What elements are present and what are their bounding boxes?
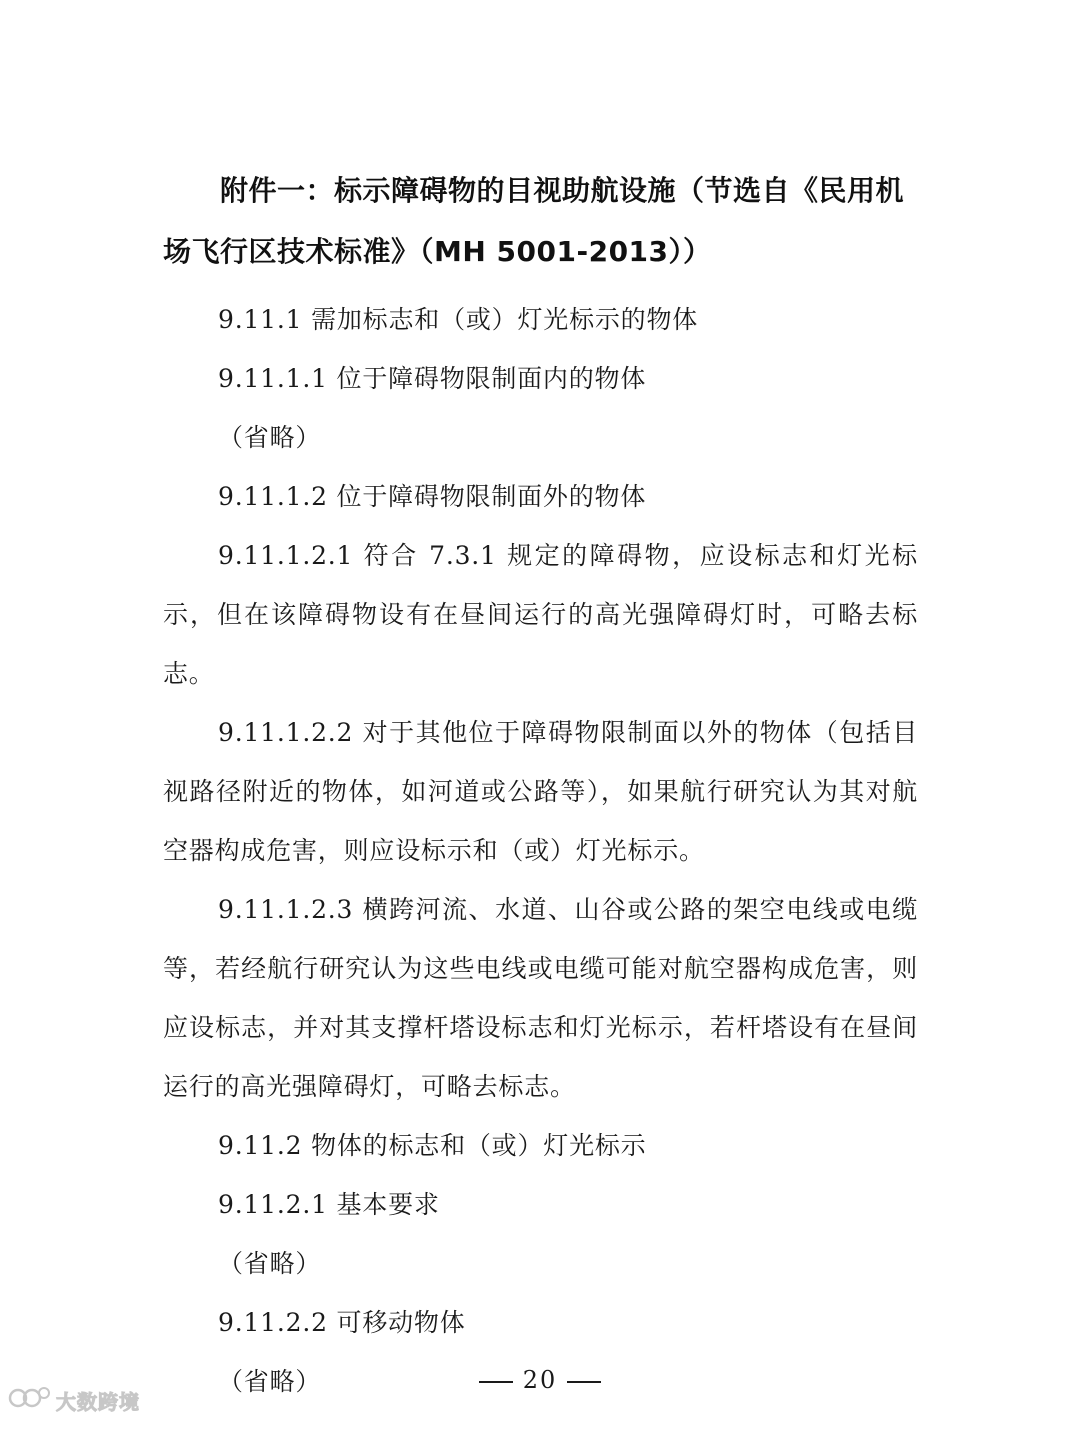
section-heading: 9.11.2 物体的标志和（或）灯光标示 <box>218 1131 647 1160</box>
section-heading: 9.11.1.1 位于障碍物限制面内的物体 <box>218 364 647 393</box>
watermark <box>8 1380 140 1420</box>
page-number-dash-left <box>479 1381 513 1383</box>
body-paragraph: 9.11.1.2.3 横跨河流、水道、山谷或公路的架空电线或电缆等，若经航行研究认为这些电线或电缆可能对航空器构成危害，则应设标志，并对其支撑杆塔设标志和灯光标示，若杆塔设有在昼间运行的高光强障碍灯，可略去标志。 <box>163 895 918 1101</box>
section-heading: 9.11.1.2 位于障碍物限制面外的物体 <box>218 482 647 511</box>
page-number <box>0 1366 1080 1394</box>
document-body <box>163 290 918 1411</box>
omitted-note: （省略） <box>218 1249 322 1278</box>
watermark-logo-icon <box>8 1383 52 1417</box>
omitted-note: （省略） <box>218 423 322 452</box>
page-number-value: 20 <box>522 1366 558 1394</box>
document-title: 附件一：标示障碍物的目视助航设施（节选自《民用机场飞行区技术标准》（MH 5001-2013）） <box>163 174 905 268</box>
section-heading: 9.11.2.2 可移动物体 <box>218 1308 466 1337</box>
body-paragraph: 9.11.1.2.1 符合 7.3.1 规定的障碍物，应设标志和灯光标示，但在该障碍物设有在昼间运行的高光强障碍灯时，可略去标志。 <box>163 541 918 688</box>
omitted-note: （省略） <box>218 1367 322 1396</box>
section-heading: 9.11.1 需加标志和（或）灯光标示的物体 <box>218 305 699 334</box>
body-paragraph: 9.11.1.2.2 对于其他位于障碍物限制面以外的物体（包括目视路径附近的物体，如河道或公路等），如果航行研究认为其对航空器构成危害，则应设标示和（或）灯光标示。 <box>163 718 918 865</box>
page-number-dash-right <box>567 1381 601 1383</box>
section-heading: 9.11.2.1 基本要求 <box>218 1190 440 1219</box>
watermark-text: 大数跨境 <box>56 1389 140 1414</box>
